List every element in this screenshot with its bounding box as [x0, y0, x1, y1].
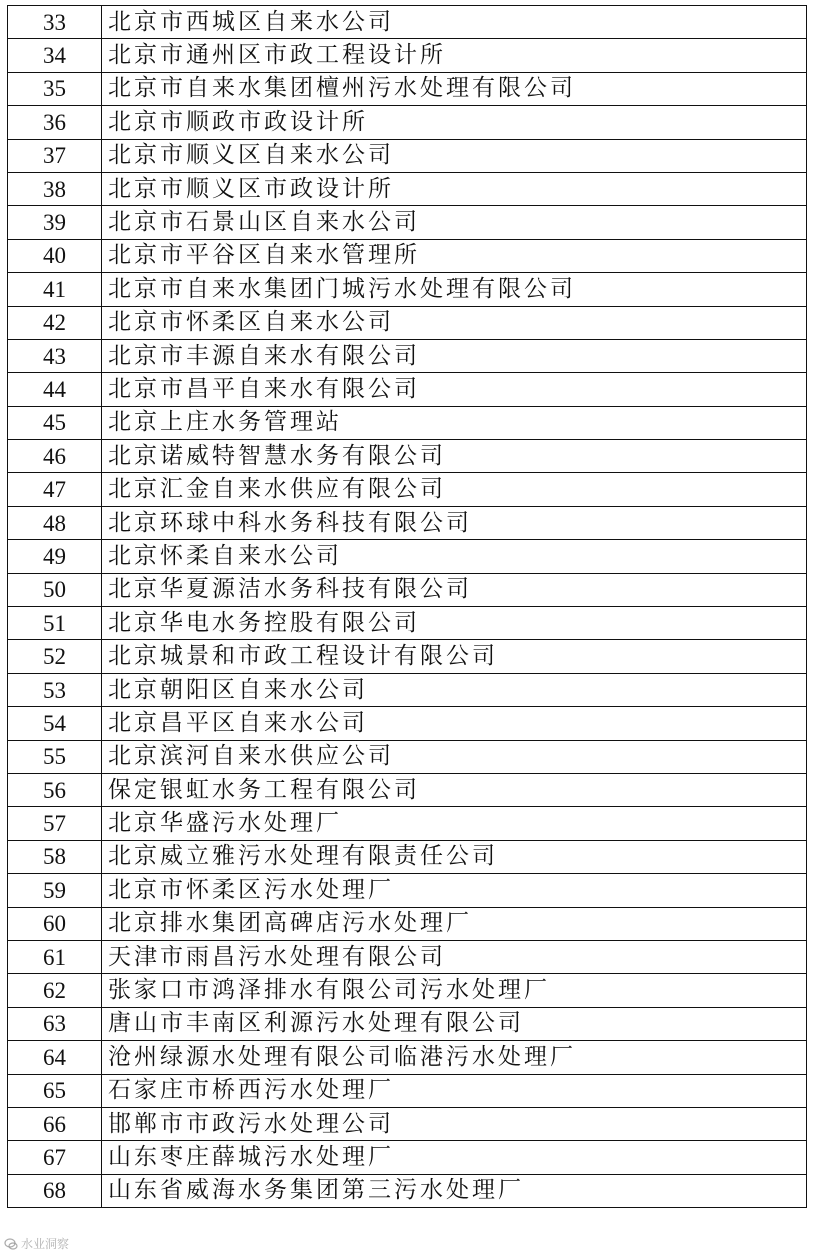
company-name: 北京市顺义区市政设计所 — [102, 172, 807, 205]
table-row — [8, 6, 807, 39]
table-row — [8, 573, 807, 606]
table-row — [8, 373, 807, 406]
table-row — [8, 106, 807, 139]
table-row — [8, 1107, 807, 1140]
row-number: 61 — [8, 940, 102, 973]
table-row — [8, 874, 807, 907]
row-number: 58 — [8, 840, 102, 873]
table-row — [8, 707, 807, 740]
company-name: 天津市雨昌污水处理有限公司 — [102, 940, 807, 973]
table-row — [8, 306, 807, 339]
row-number: 41 — [8, 273, 102, 306]
company-name: 北京上庄水务管理站 — [102, 406, 807, 439]
company-name: 邯郸市市政污水处理公司 — [102, 1107, 807, 1140]
watermark-text: 水业洞察 — [21, 1237, 70, 1251]
table-row — [8, 1041, 807, 1074]
table-row — [8, 1074, 807, 1107]
row-number: 64 — [8, 1041, 102, 1074]
table-row — [8, 239, 807, 272]
company-name: 保定银虹水务工程有限公司 — [102, 773, 807, 806]
row-number: 56 — [8, 773, 102, 806]
table-row — [8, 139, 807, 172]
company-name: 北京市昌平自来水有限公司 — [102, 373, 807, 406]
table-row — [8, 39, 807, 72]
company-name: 北京市平谷区自来水管理所 — [102, 239, 807, 272]
row-number: 33 — [8, 6, 102, 39]
table-row — [8, 607, 807, 640]
row-number: 53 — [8, 673, 102, 706]
company-name: 北京市怀柔区污水处理厂 — [102, 874, 807, 907]
table-row — [8, 974, 807, 1007]
table-row — [8, 273, 807, 306]
row-number: 45 — [8, 406, 102, 439]
wechat-bubble-icon — [4, 1237, 18, 1251]
company-name: 北京市怀柔区自来水公司 — [102, 306, 807, 339]
table-row — [8, 840, 807, 873]
row-number: 42 — [8, 306, 102, 339]
company-name: 北京朝阳区自来水公司 — [102, 673, 807, 706]
table-row — [8, 339, 807, 372]
company-name: 石家庄市桥西污水处理厂 — [102, 1074, 807, 1107]
company-list-table — [7, 5, 807, 1208]
row-number: 63 — [8, 1007, 102, 1040]
table-row — [8, 740, 807, 773]
row-number: 54 — [8, 707, 102, 740]
table-row — [8, 673, 807, 706]
company-name: 北京华夏源洁水务科技有限公司 — [102, 573, 807, 606]
company-name: 北京环球中科水务科技有限公司 — [102, 506, 807, 539]
row-number: 36 — [8, 106, 102, 139]
watermark — [4, 1235, 69, 1252]
row-number: 37 — [8, 139, 102, 172]
company-name: 北京市丰源自来水有限公司 — [102, 339, 807, 372]
company-name: 山东枣庄薛城污水处理厂 — [102, 1141, 807, 1174]
row-number: 52 — [8, 640, 102, 673]
table-row — [8, 1007, 807, 1040]
table-row — [8, 940, 807, 973]
company-name: 北京市自来水集团门城污水处理有限公司 — [102, 273, 807, 306]
company-name: 北京滨河自来水供应公司 — [102, 740, 807, 773]
company-name: 沧州绿源水处理有限公司临港污水处理厂 — [102, 1041, 807, 1074]
table-row — [8, 406, 807, 439]
company-name: 北京排水集团高碑店污水处理厂 — [102, 907, 807, 940]
table-row — [8, 72, 807, 105]
company-name: 山东省威海水务集团第三污水处理厂 — [102, 1174, 807, 1207]
row-number: 35 — [8, 72, 102, 105]
table-body — [8, 6, 807, 1208]
company-name: 北京华电水务控股有限公司 — [102, 607, 807, 640]
row-number: 49 — [8, 540, 102, 573]
row-number: 38 — [8, 172, 102, 205]
company-name: 北京市自来水集团檀州污水处理有限公司 — [102, 72, 807, 105]
company-name: 北京市石景山区自来水公司 — [102, 206, 807, 239]
company-name: 北京诺威特智慧水务有限公司 — [102, 440, 807, 473]
company-name: 北京市顺政市政设计所 — [102, 106, 807, 139]
row-number: 43 — [8, 339, 102, 372]
company-name: 北京市西城区自来水公司 — [102, 6, 807, 39]
table-row — [8, 1141, 807, 1174]
row-number: 40 — [8, 239, 102, 272]
row-number: 60 — [8, 907, 102, 940]
table-row — [8, 907, 807, 940]
company-name: 北京威立雅污水处理有限责任公司 — [102, 840, 807, 873]
row-number: 59 — [8, 874, 102, 907]
company-name: 北京市通州区市政工程设计所 — [102, 39, 807, 72]
row-number: 46 — [8, 440, 102, 473]
row-number: 57 — [8, 807, 102, 840]
row-number: 48 — [8, 506, 102, 539]
table-row — [8, 206, 807, 239]
table-row — [8, 773, 807, 806]
company-name: 北京昌平区自来水公司 — [102, 707, 807, 740]
table-row — [8, 640, 807, 673]
company-name: 北京怀柔自来水公司 — [102, 540, 807, 573]
row-number: 50 — [8, 573, 102, 606]
row-number: 65 — [8, 1074, 102, 1107]
company-name: 北京华盛污水处理厂 — [102, 807, 807, 840]
row-number: 34 — [8, 39, 102, 72]
table-row — [8, 172, 807, 205]
company-name: 北京城景和市政工程设计有限公司 — [102, 640, 807, 673]
row-number: 39 — [8, 206, 102, 239]
row-number: 47 — [8, 473, 102, 506]
row-number: 66 — [8, 1107, 102, 1140]
row-number: 55 — [8, 740, 102, 773]
company-name: 唐山市丰南区利源污水处理有限公司 — [102, 1007, 807, 1040]
row-number: 67 — [8, 1141, 102, 1174]
row-number: 62 — [8, 974, 102, 1007]
table-row — [8, 540, 807, 573]
row-number: 68 — [8, 1174, 102, 1207]
table-row — [8, 1174, 807, 1207]
company-name: 张家口市鸿泽排水有限公司污水处理厂 — [102, 974, 807, 1007]
row-number: 51 — [8, 607, 102, 640]
row-number: 44 — [8, 373, 102, 406]
company-name: 北京市顺义区自来水公司 — [102, 139, 807, 172]
table-row — [8, 506, 807, 539]
table-row — [8, 440, 807, 473]
table-row — [8, 807, 807, 840]
table-row — [8, 473, 807, 506]
company-name: 北京汇金自来水供应有限公司 — [102, 473, 807, 506]
